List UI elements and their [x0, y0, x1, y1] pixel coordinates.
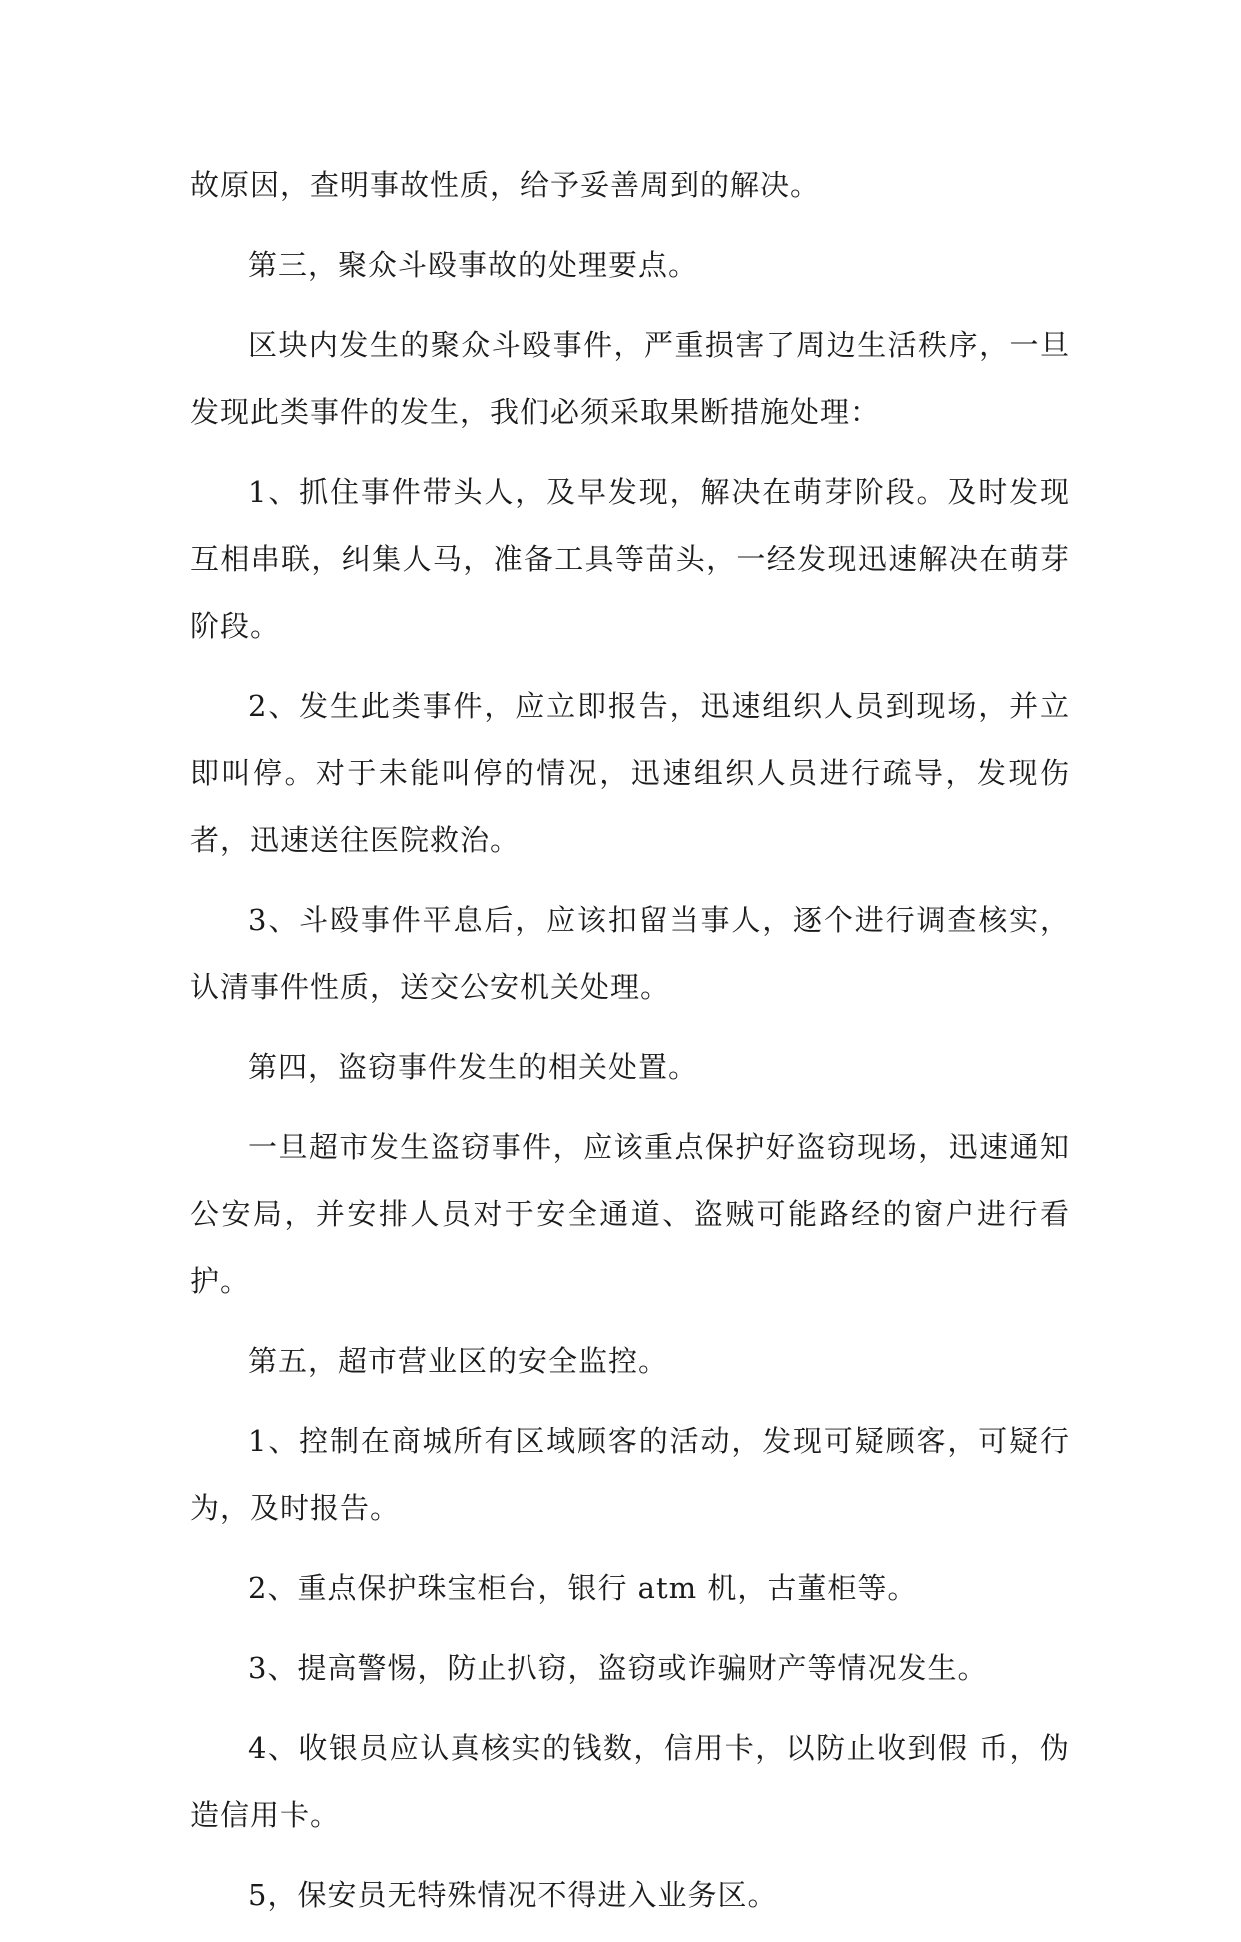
heading-fourth-point: 第四，盗窃事件发生的相关处置。: [248, 1050, 699, 1084]
heading-third-point: 第三，聚众斗殴事故的处理要点。: [248, 248, 699, 282]
paragraph-monitor-item-5: 5，保安员无特殊情况不得进入业务区。: [248, 1878, 778, 1912]
heading-fifth-point: 第五，超市营业区的安全监控。: [248, 1344, 669, 1378]
paragraph-fight-intro: 区块内发生的聚众斗殴事件，严重损害了周边生活秩序，一旦发现此类事件的发生，我们必须采取果断措施处理：: [190, 328, 1070, 429]
paragraph-monitor-item-4: 4、收银员应认真核实的钱数，信用卡，以防止收到假 币，伪造信用卡。: [190, 1731, 1070, 1832]
paragraph-fight-item-3: 3、斗殴事件平息后，应该扣留当事人，逐个进行调查核实，认清事件性质，送交公安机关处理。: [190, 903, 1070, 1004]
paragraph-fight-item-1: 1、抓住事件带头人，及早发现，解决在萌芽阶段。及时发现互相串联，纠集人马，准备工具等苗头，一经发现迅速解决在萌芽阶段。: [190, 475, 1070, 643]
paragraph-monitor-item-2: 2、重点保护珠宝柜台，银行 atm 机，古董柜等。: [248, 1571, 918, 1605]
document-body: [190, 152, 1070, 1942]
paragraph-fight-item-2: 2、发生此类事件，应立即报告，迅速组织人员到现场，并立即叫停。对于未能叫停的情况，迅速组织人员进行疏导，发现伤者，迅速送往医院救治。: [190, 689, 1070, 857]
paragraph-monitor-item-3: 3、提高警惕，防止扒窃，盗窃或诈骗财产等情况发生。: [248, 1651, 988, 1685]
paragraph-theft: 一旦超市发生盗窃事件，应该重点保护好盗窃现场，迅速通知公安局，并安排人员对于安全通道、盗贼可能路经的窗户进行看护。: [190, 1130, 1070, 1298]
paragraph-monitor-item-1: 1、控制在商城所有区域顾客的活动，发现可疑顾客，可疑行为，及时报告。: [190, 1424, 1070, 1525]
paragraph-continuation: 故原因，查明事故性质，给予妥善周到的解决。: [190, 168, 821, 202]
